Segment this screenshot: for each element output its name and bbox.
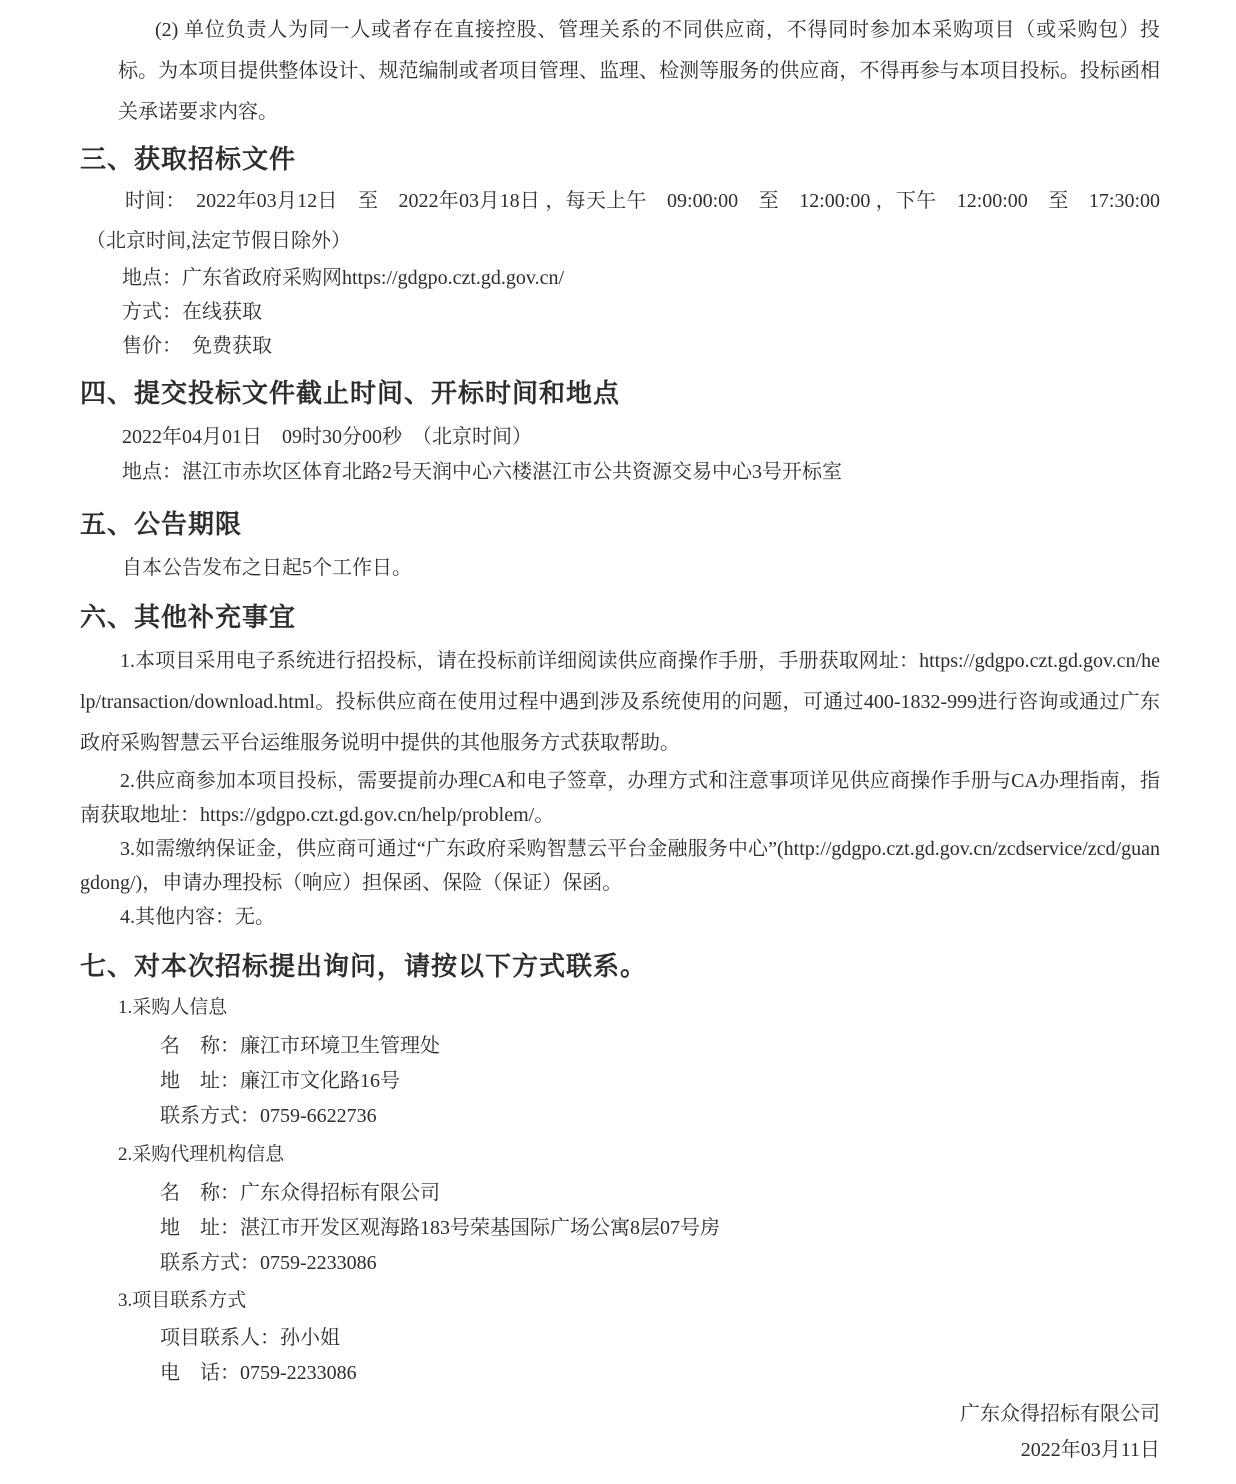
section3-time: 时间： 2022年03月12日 至 2022年03月18日 ，每天上午 09:00:00 至 12:00:00 ，下午 12:00:00 至 17:30:00 <box>125 190 1160 212</box>
agency-info-title: 2.采购代理机构信息 <box>118 1144 285 1165</box>
section3-location: 地点：广东省政府采购网https://gdgpo.czt.gd.gov.cn/ <box>122 267 565 289</box>
preamble-paragraph: (2) 单位负责人为同一人或者存在直接控股、管理关系的不同供应商，不得同时参加本采购项目（或采购包）投标。为本项目提供整体设计、规范编制或者项目管理、监理、检测等服务的供应商，不得再参与本项目投标。投标函相关承诺要求内容。 <box>118 19 1160 123</box>
section3-time-note: （北京时间,法定节假日除外） <box>86 230 351 252</box>
project-contact-phone: 电 话：0759-2233086 <box>160 1362 357 1384</box>
section6-item-3: 3.如需缴纳保证金，供应商可通过“广东政府采购智慧云平台金融服务中心”(http://gdgpo.czt.gd.gov.cn/zcdservice/zcd/guangdong/)，申请办理投标（响应）担保函、保险（保证）保函。 <box>80 838 1160 894</box>
purchaser-name: 名 称：廉江市环境卫生管理处 <box>160 1035 440 1057</box>
project-contact-title: 3.项目联系方式 <box>118 1290 247 1311</box>
section6-item-2: 2.供应商参加本项目投标，需要提前办理CA和电子签章，办理方式和注意事项详见供应商操作手册与CA办理指南，指南获取地址：https://gdgpo.czt.gd.gov.cn/help/problem/。 <box>80 770 1160 826</box>
footer-date: 2022年03月11日 <box>1020 1439 1160 1461</box>
purchaser-info-title: 1.采购人信息 <box>118 997 228 1018</box>
section6-heading: 六、其他补充事宜 <box>80 603 297 632</box>
section6-item-1: 1.本项目采用电子系统进行招投标，请在投标前详细阅读供应商操作手册，手册获取网址：https://gdgpo.czt.gd.gov.cn/help/transaction/download.html。投标供应商在使用过程中遇到涉及系统使用的问题，可通过400-1832-999进行咨询或通过广东政府采购智慧云平台运维服务说明中提供的其他服务方式获取帮助。 <box>80 650 1160 754</box>
section5-body: 自本公告发布之日起5个工作日。 <box>122 557 412 579</box>
purchaser-address: 地 址：廉江市文化路16号 <box>160 1070 400 1092</box>
purchaser-contact: 联系方式：0759-6622736 <box>160 1105 377 1127</box>
section4-heading: 四、提交投标文件截止时间、开标时间和地点 <box>80 379 621 408</box>
section3-method: 方式：在线获取 <box>122 301 262 323</box>
project-contact-person: 项目联系人：孙小姐 <box>160 1327 340 1349</box>
section6-item-4: 4.其他内容：无。 <box>120 906 275 928</box>
footer-company: 广东众得招标有限公司 <box>960 1403 1160 1425</box>
section4-location: 地点：湛江市赤坎区体育北路2号天润中心六楼湛江市公共资源交易中心3号开标室 <box>122 461 842 483</box>
section3-price: 售价： 免费获取 <box>122 335 272 357</box>
section3-heading: 三、获取招标文件 <box>80 145 297 174</box>
section5-heading: 五、公告期限 <box>80 510 243 539</box>
agency-address: 地 址：湛江市开发区观海路183号荣基国际广场公寓8层07号房 <box>160 1217 720 1239</box>
section7-heading: 七、对本次招标提出询问，请按以下方式联系。 <box>80 952 648 981</box>
agency-contact: 联系方式：0759-2233086 <box>160 1252 377 1274</box>
section4-deadline: 2022年04月01日 09时30分00秒 （北京时间） <box>122 426 532 448</box>
agency-name: 名 称：广东众得招标有限公司 <box>160 1182 440 1204</box>
